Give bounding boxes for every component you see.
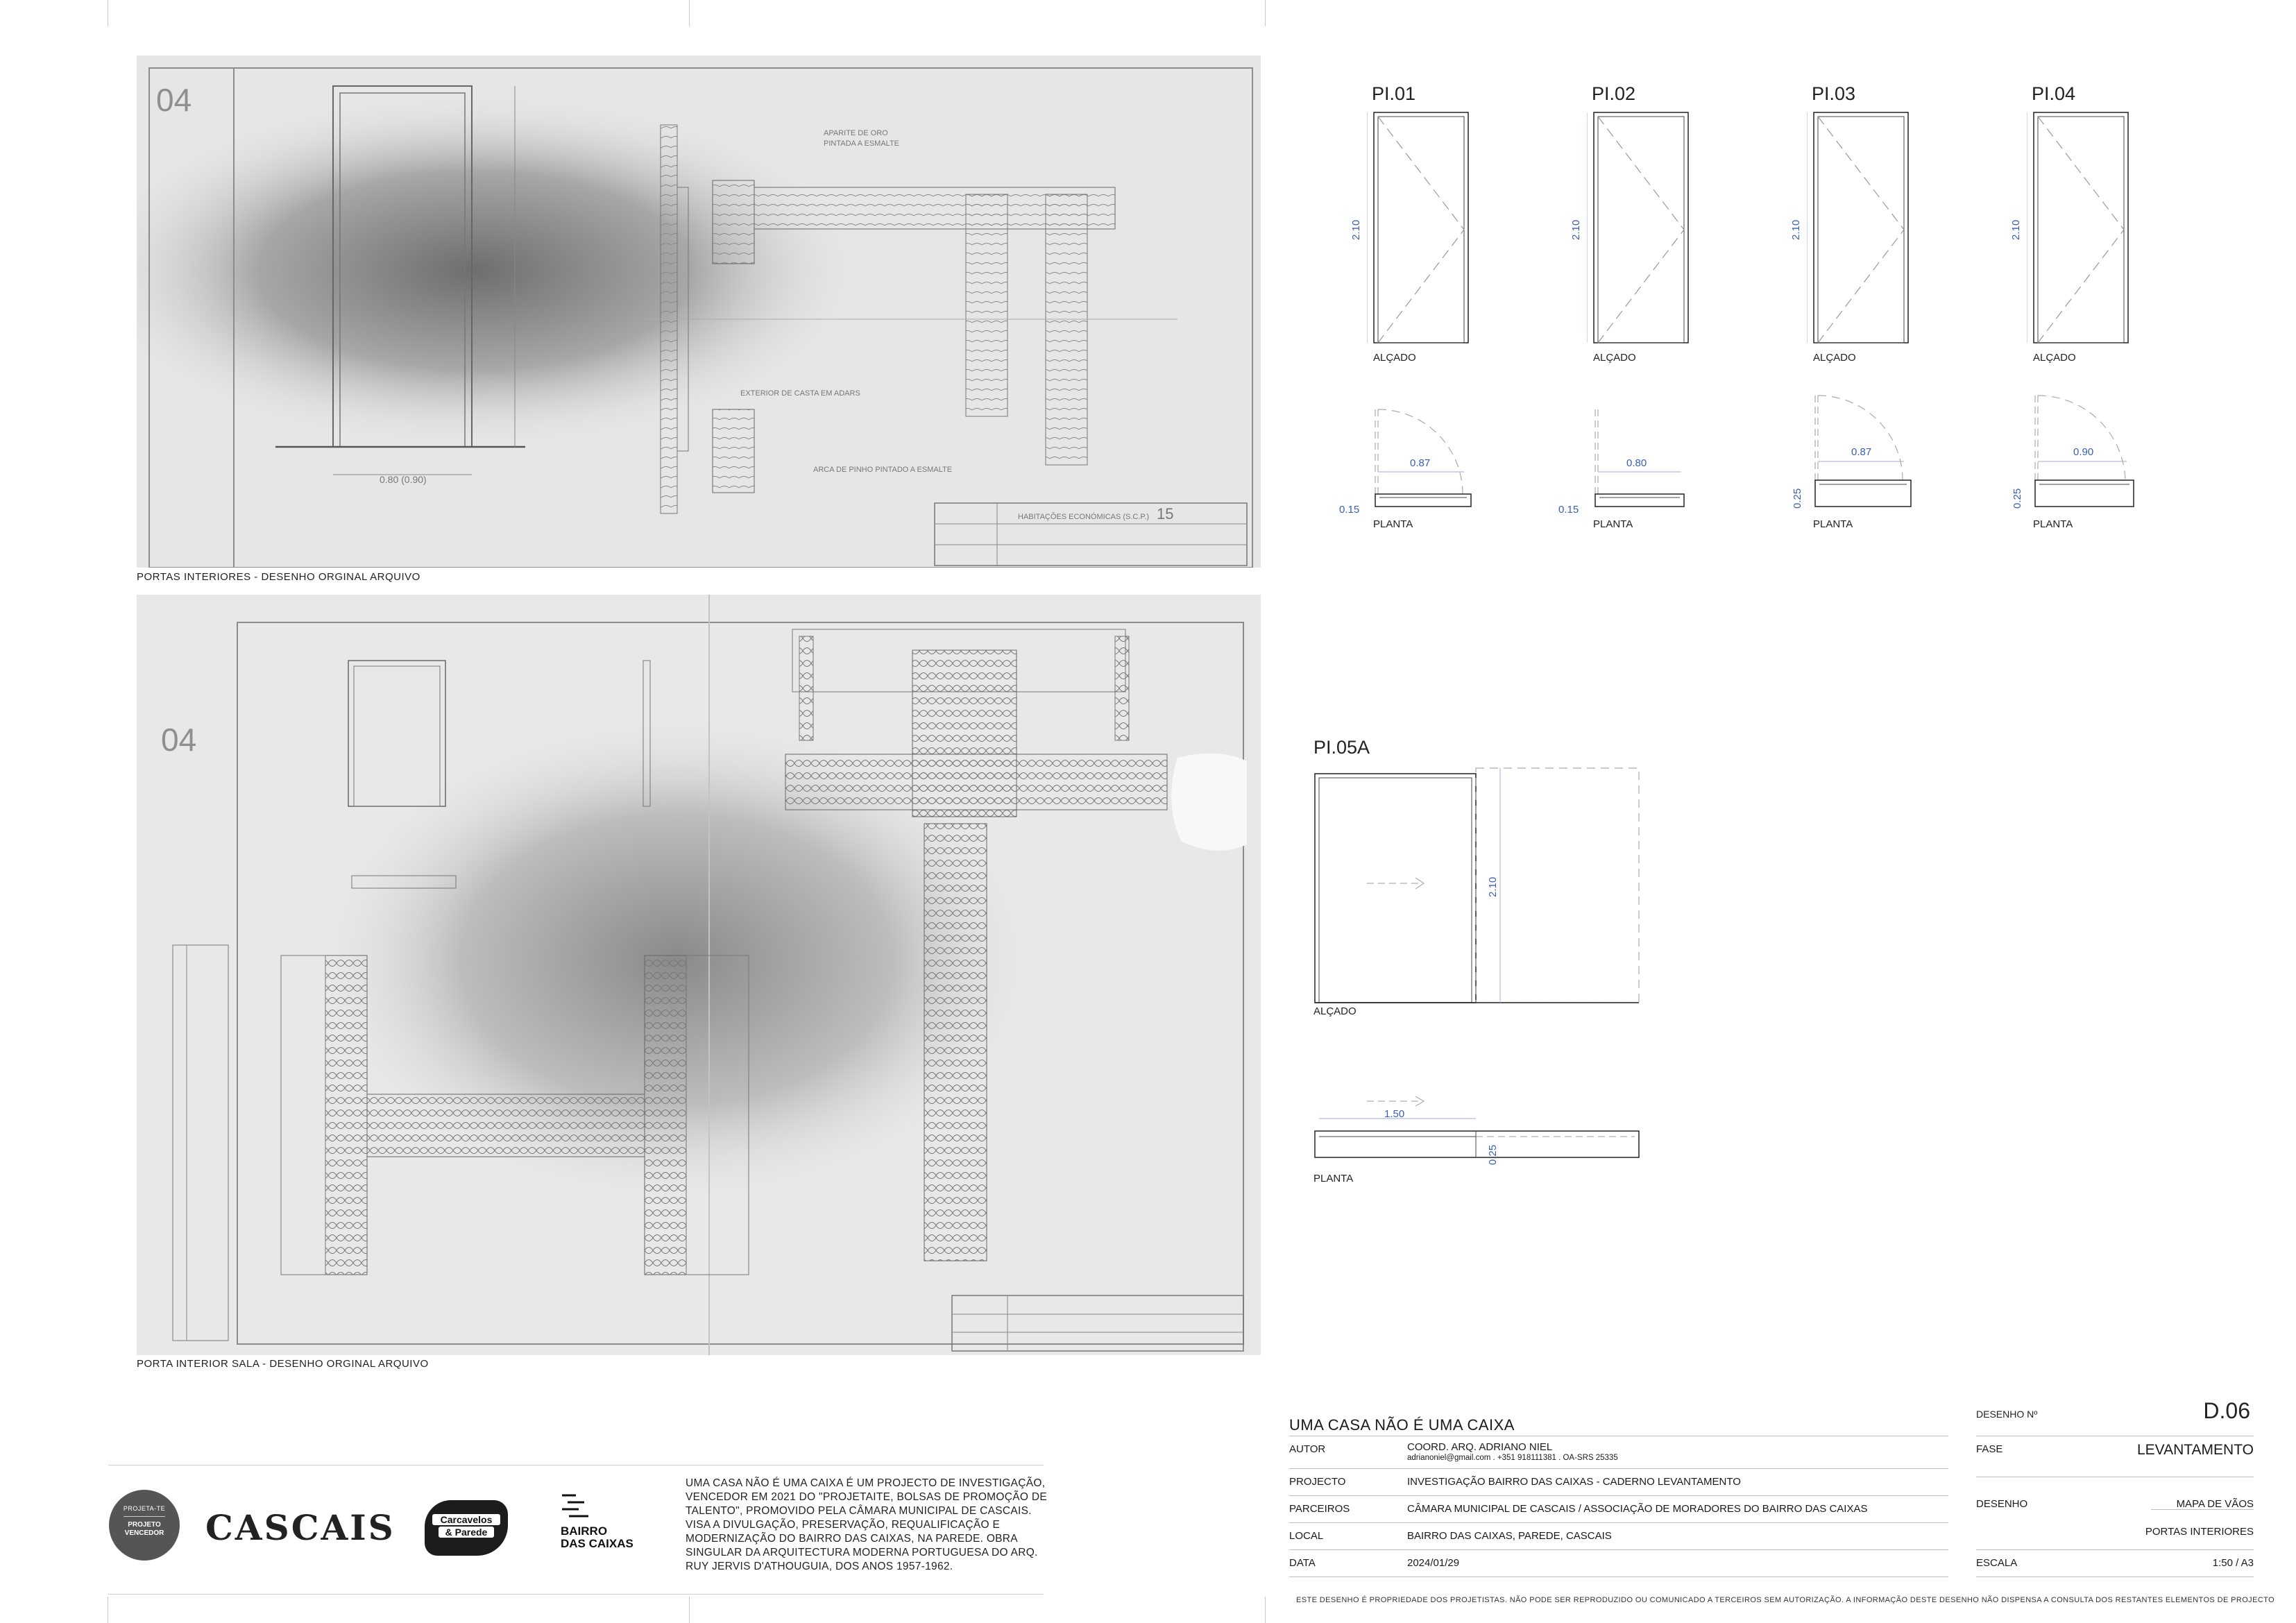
title-row-parceiros: PARCEIROS CÂMARA MUNICIPAL DE CASCAIS / ASSOCIAÇÃO DE MORADORES DO BAIRRO DAS CAIXAS xyxy=(1289,1495,1948,1522)
door-drawing-pi04 xyxy=(2027,111,2145,527)
door-code: PI.04 xyxy=(2032,83,2076,104)
door-code: PI.01 xyxy=(1372,83,1416,104)
door-depth-dimension: 0.25 xyxy=(1487,1144,1499,1165)
svg-text:15: 15 xyxy=(1157,505,1174,522)
elevation-label: ALÇADO xyxy=(1593,352,1636,364)
title-row-escala: ESCALA 1:50 / A3 xyxy=(1976,1549,2254,1577)
door-width-dimension: 0.80 xyxy=(1626,457,1647,469)
title-row-desenho: DESENHO MAPA DE VÃOS PORTAS INTERIORES xyxy=(1976,1477,2254,1541)
plan-label: PLANTA xyxy=(1313,1173,1354,1184)
door-code: PI.02 xyxy=(1592,83,1636,104)
title-row-projecto: PROJECTO INVESTIGAÇÃO BAIRRO DAS CAIXAS - CADERNO LEVANTAMENTO xyxy=(1289,1468,1948,1495)
ownership-disclaimer: ESTE DESENHO É PROPRIEDADE DOS PROJETISTAS. NÃO PODE SER REPRODUZIDO OU COMUNICADO A TERCEIROS SEM AUTORIZAÇÃO. A INFORMAÇÃO DESTE DESENHO NÃO DISPENSA A CONSULTA DOS RESTANTES ELEMENTOS DE PROJECTO xyxy=(1296,1596,2275,1604)
bairro-das-caixas-icon xyxy=(561,1493,593,1521)
door-height-dimension: 2.10 xyxy=(2010,219,2022,240)
drawing-number: D.06 xyxy=(2203,1398,2250,1423)
door-width-dimension: 1.50 xyxy=(1384,1108,1405,1120)
cascais-logo: CASCAIS xyxy=(205,1507,396,1548)
door-depth-dimension: 0.15 xyxy=(1339,504,1360,516)
svg-text:PINTADA A ESMALTE: PINTADA A ESMALTE xyxy=(824,139,900,148)
title-row-fase: FASE LEVANTAMENTO xyxy=(1976,1436,2254,1464)
door-depth-dimension: 0.15 xyxy=(1558,504,1579,516)
plan-label: PLANTA xyxy=(2033,518,2073,530)
trim-mark xyxy=(689,0,690,26)
trim-mark xyxy=(1265,1597,1266,1623)
bairro-das-caixas-logo: BAIRRO DAS CAIXAS xyxy=(561,1524,633,1550)
title-rule xyxy=(2151,1509,2254,1510)
svg-text:0.80 (0.90): 0.80 (0.90) xyxy=(380,474,427,485)
elevation-label: ALÇADO xyxy=(1373,352,1416,364)
plan-label: PLANTA xyxy=(1593,518,1633,530)
door-height-dimension: 2.10 xyxy=(1790,219,1802,240)
project-description: UMA CASA NÃO É UMA CAIXA É UM PROJECTO DE INVESTIGAÇÃO, VENCEDOR EM 2021 DO "PROJETAITE, BOLSAS DE PROMOÇÃO DE TALENTO", PROMOVIDO PELA CÂMARA MUNICIPAL DE CASCAIS. VISA A DIVULGAÇÃO, PRESERVAÇÃO, REQUALIFICAÇÃO E MODERNIZAÇÃO DO BAIRRO DAS CAIXAS, NA PAREDE. OBRA SINGULAR DA ARQUITECTURA MODERNA PORTUGUESA DO ARQ. RUY JERVIS D'ATHOUGUIA, DOS ANOS 1957-1962. xyxy=(686,1477,1047,1572)
photo-caption-top: PORTAS INTERIORES - DESENHO ORGINAL ARQUIVO xyxy=(137,571,420,583)
door-width-dimension: 0.87 xyxy=(1410,457,1431,469)
plan-label: PLANTA xyxy=(1813,518,1853,530)
plan-label: PLANTA xyxy=(1373,518,1413,530)
sheet-number: 04 xyxy=(161,722,197,758)
door-height-dimension: 2.10 xyxy=(1487,876,1499,897)
project-title: UMA CASA NÃO É UMA CAIXA xyxy=(1289,1416,1515,1434)
carcavelos-parede-logo: Carcavelos & Parede xyxy=(425,1500,508,1556)
archive-drawing-photo-bottom xyxy=(137,595,1261,1355)
sheet-number: 04 xyxy=(156,82,192,118)
svg-text:ARCA DE PINHO PINTADO A ESMALT: ARCA DE PINHO PINTADO A ESMALTE xyxy=(813,466,953,474)
svg-text:HABITAÇÕES ECONÓMICAS (S.C.P.): HABITAÇÕES ECONÓMICAS (S.C.P.) xyxy=(1018,513,1150,521)
door-code: PI.03 xyxy=(1812,83,1856,104)
trim-mark xyxy=(1265,0,1266,26)
door-width-dimension: 0.87 xyxy=(1851,446,1872,458)
door-code: PI.05A xyxy=(1313,737,1370,758)
archive-drawing-photo-top xyxy=(137,56,1261,568)
title-row-local: LOCAL BAIRRO DAS CAIXAS, PAREDE, CASCAIS xyxy=(1289,1522,1948,1549)
trim-mark xyxy=(689,1597,690,1623)
projetate-badge-logo: PROJETA-TE PROJETO VENCEDOR xyxy=(109,1490,180,1561)
svg-text:APARITE DE ORO: APARITE DE ORO xyxy=(824,129,888,137)
title-row-autor: AUTOR COORD. ARQ. ADRIANO NIEL adrianoniel@gmail.com . +351 918111381 . OA-SRS 25335 xyxy=(1289,1436,1948,1468)
elevation-label: ALÇADO xyxy=(2033,352,2076,364)
door-height-dimension: 2.10 xyxy=(1350,219,1362,240)
photo-caption-bottom: PORTA INTERIOR SALA - DESENHO ORGINAL ARQUIVO xyxy=(137,1358,429,1370)
svg-text:EXTERIOR DE CASTA EM ADARS: EXTERIOR DE CASTA EM ADARS xyxy=(740,389,860,398)
sliding-door-drawing-pi05a xyxy=(1311,763,1658,1180)
title-row-data: DATA 2024/01/29 xyxy=(1289,1549,1948,1577)
door-drawing-pi03 xyxy=(1807,111,1925,527)
door-width-dimension: 0.90 xyxy=(2073,446,2094,458)
door-height-dimension: 2.10 xyxy=(1570,219,1582,240)
door-depth-dimension: 0.25 xyxy=(1792,488,1803,509)
footer-rule xyxy=(108,1594,1044,1595)
door-depth-dimension: 0.25 xyxy=(2012,488,2023,509)
drawing-number-label: DESENHO Nº xyxy=(1976,1409,2038,1420)
elevation-label: ALÇADO xyxy=(1313,1005,1357,1017)
elevation-label: ALÇADO xyxy=(1813,352,1856,364)
